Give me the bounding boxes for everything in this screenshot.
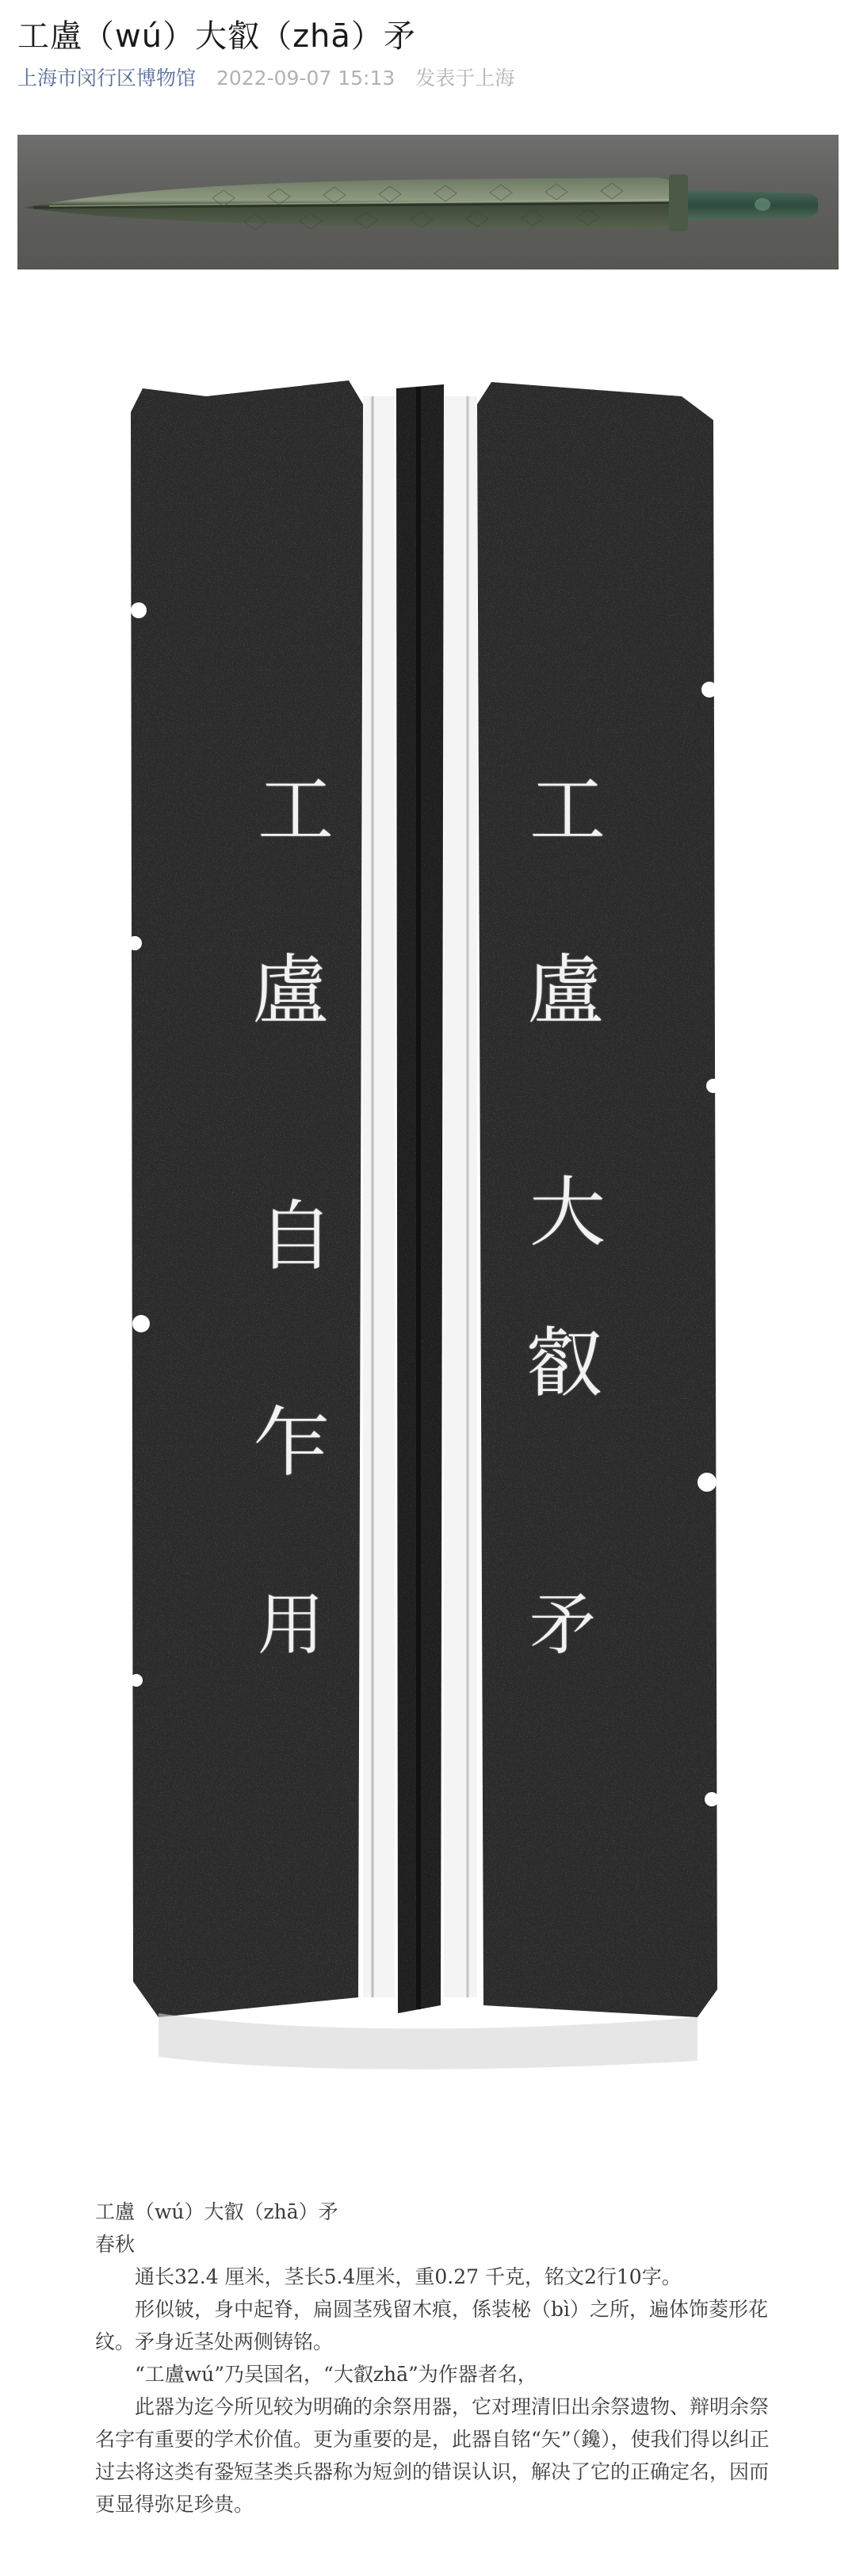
inscription-glyph: 自 [258, 1192, 334, 1281]
caption-name: 工盧（wú）大叡（zhā）矛 [95, 2200, 338, 2223]
publish-location: 发表于上海 [415, 67, 515, 90]
inscription-rubbing [0, 293, 856, 2100]
inscription-glyph: 工 [529, 766, 606, 854]
publish-datetime: 2022-09-07 15:13 [216, 67, 396, 90]
inscription-glyph: 大 [529, 1168, 606, 1257]
caption-dimensions: 通长32.4 厘米，茎长5.4厘米，重0.27 千克，铭文2行10字。 [135, 2265, 682, 2288]
inscription-glyph: 工 [258, 766, 334, 854]
article-title: 工盧（wú）大叡（zhā）矛 [17, 18, 416, 55]
inscription-glyph: 矛 [529, 1586, 597, 1664]
caption-names: “工盧wú”乃吴国名，“大叡zhā”为作器者名， [135, 2363, 537, 2386]
rubbing-texture [0, 293, 856, 2100]
caption-period: 春秋 [95, 2233, 136, 2256]
article-meta [17, 65, 514, 92]
catalogue-caption [95, 2196, 777, 2521]
inscription-glyph: 盧 [252, 946, 328, 1035]
bronze-spear-photo [17, 135, 839, 269]
caption-value: 此器为迄今所见较为明确的余祭用器，它对理清旧出余祭遗物、辩明余祭名字有重要的学术价值。更为重要的是，此器自铭“矢”（鑱），使我们得以纠正过去将这类有銎短茎类兵器称为短剑的错误认识，解决了它的正确定名，因而更显得弥足珍贵。 [95, 2395, 770, 2516]
caption-shape: 形似铍，身中起脊，扁圆茎残留木痕，係装柲（bì）之所，遍体饰菱形花纹。矛身近茎处两侧铸铭。 [95, 2298, 769, 2353]
inscription-glyph: 叡 [526, 1319, 602, 1408]
inscription-glyph: 盧 [527, 946, 603, 1035]
inscription-glyph: 用 [258, 1586, 325, 1664]
spear-illustration [17, 135, 839, 269]
inscription-glyph: 乍 [254, 1398, 330, 1487]
account-name-link[interactable]: 上海市闵行区博物馆 [17, 67, 197, 90]
